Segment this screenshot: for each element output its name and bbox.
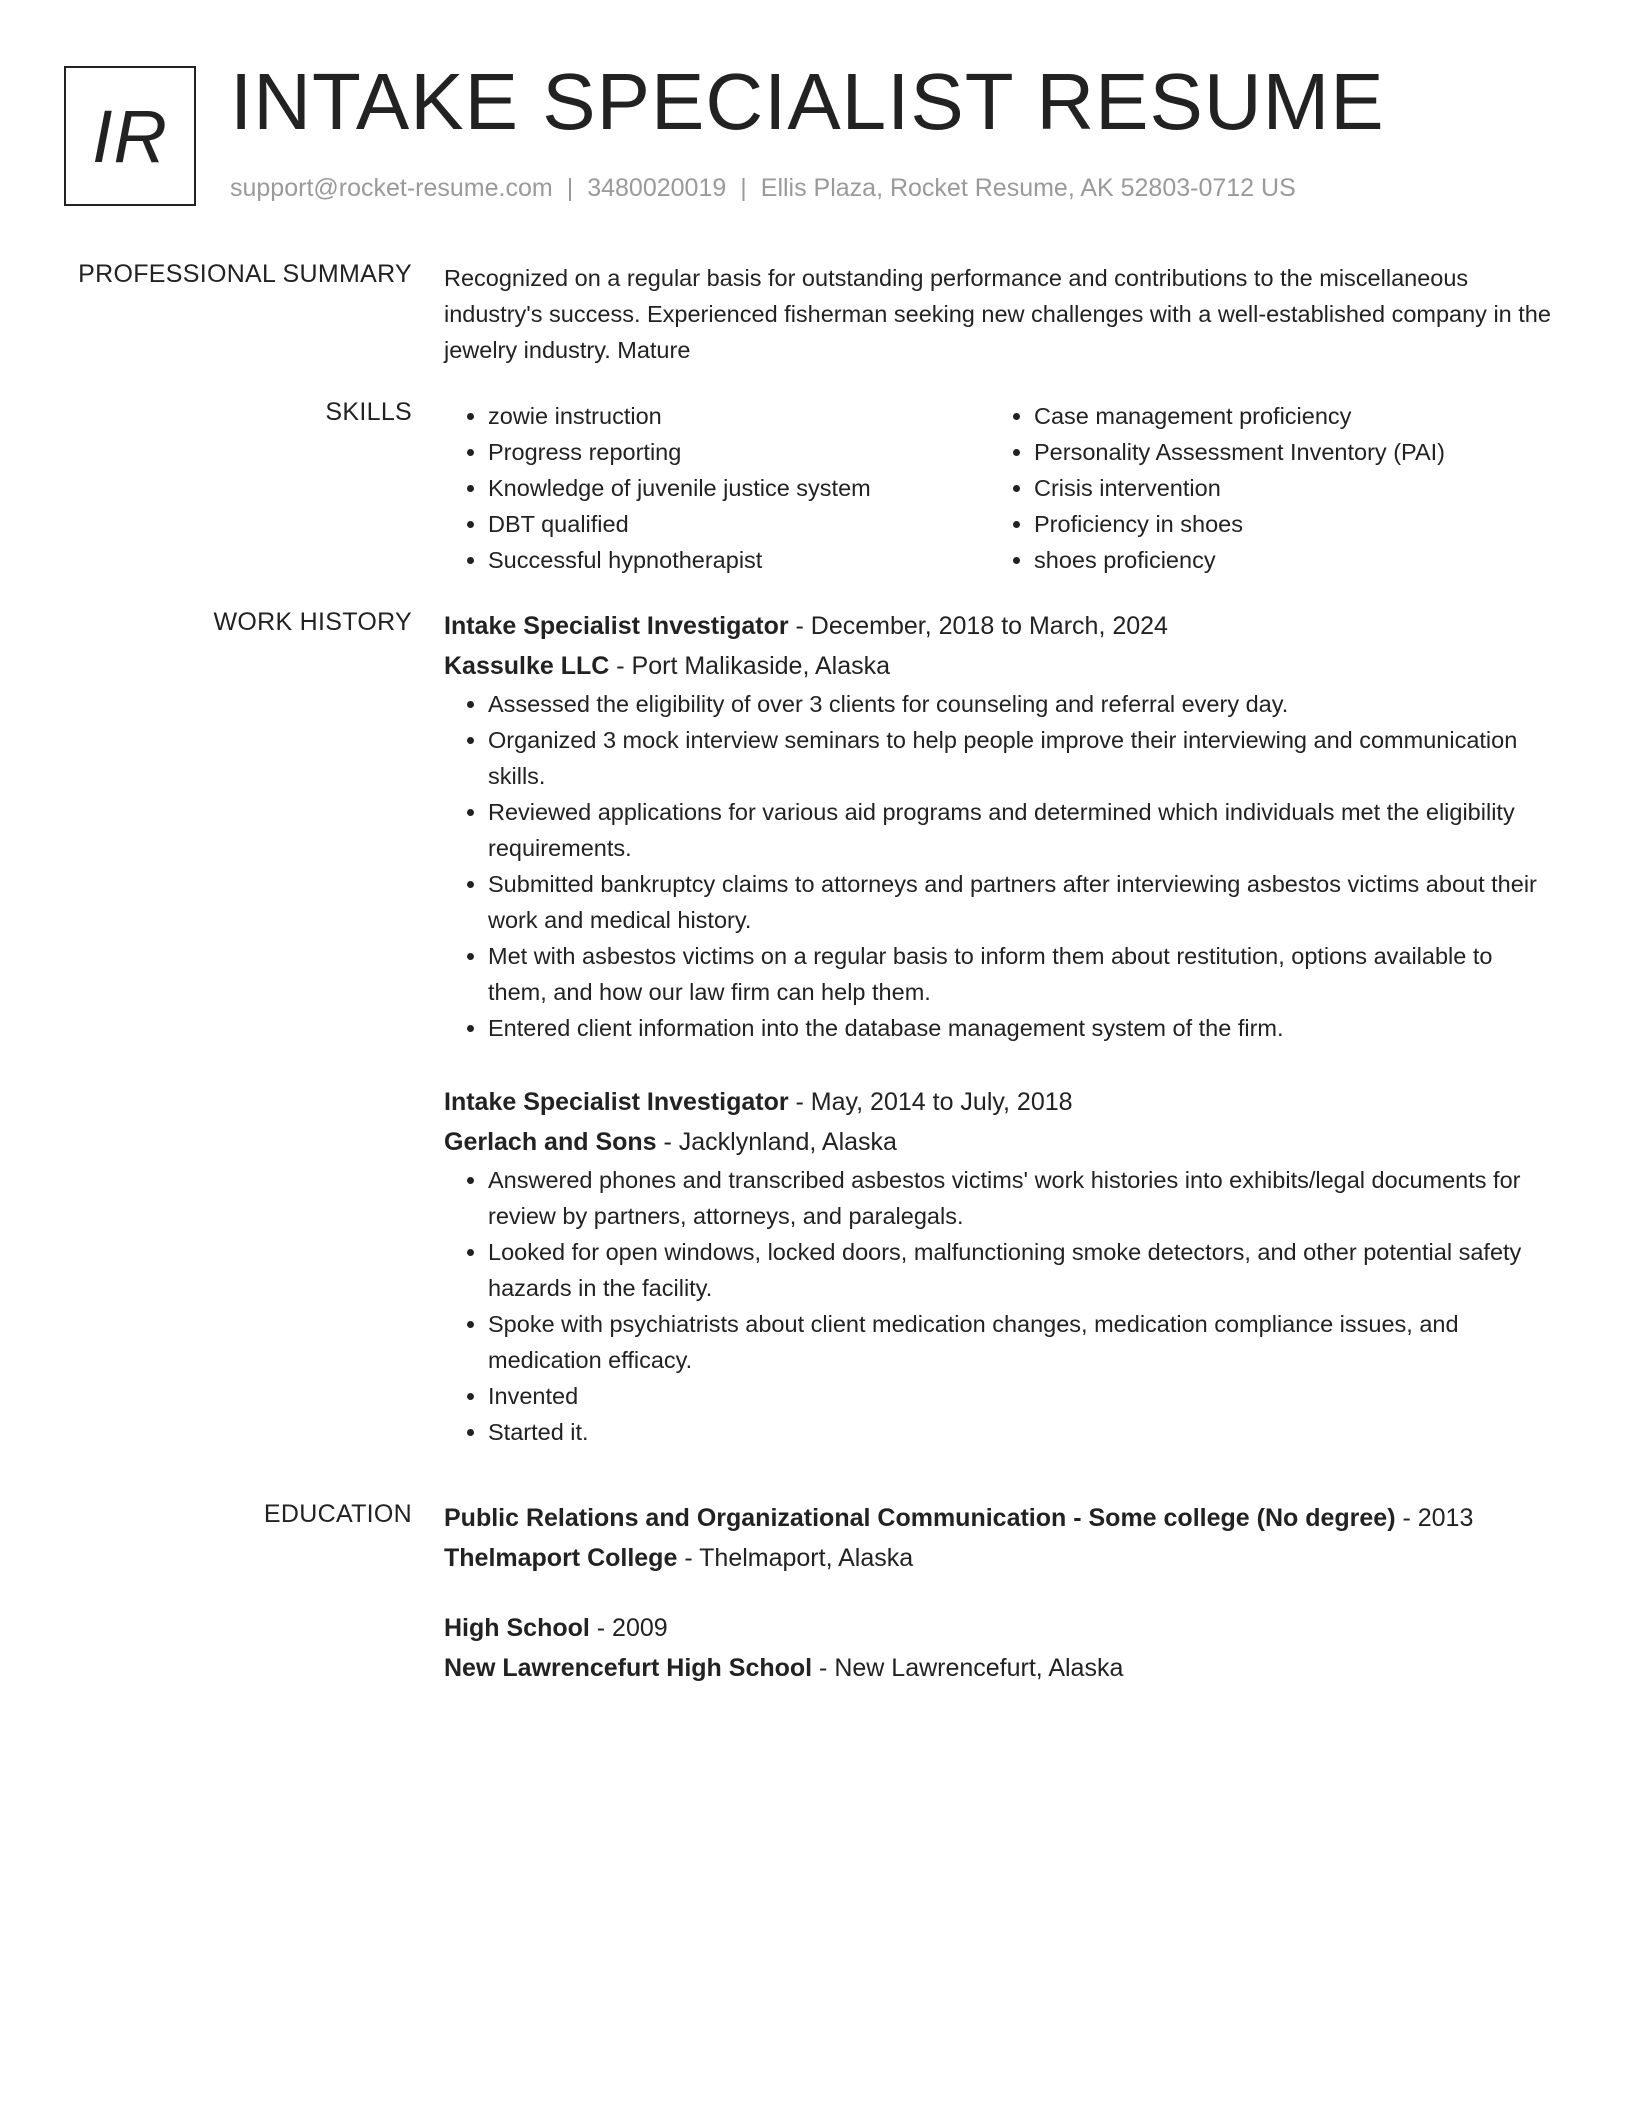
education-year: - 2013 <box>1395 1504 1474 1532</box>
education-school: New Lawrencefurt High School <box>444 1654 813 1682</box>
summary-text: Recognized on a regular basis for outstanding performance and contributions to the miscellaneous industry's success. Experienced fisherman seeking new challenges with a well-established company in the jewelry industry. Mature <box>444 265 1551 363</box>
education-school-line <box>444 1648 1556 1688</box>
contact-separator: | <box>740 174 747 202</box>
skills-list-right <box>990 398 1536 578</box>
contact-separator: | <box>566 174 574 202</box>
skill-item: • shoes proficiency <box>1034 542 1536 578</box>
job-title: Intake Specialist Investigator <box>444 1088 789 1116</box>
monogram-box <box>64 66 196 206</box>
job-title-line <box>444 1082 1556 1122</box>
job-company: Gerlach and Sons <box>444 1128 657 1156</box>
skills-body <box>444 398 1556 578</box>
education-entry <box>444 1608 1556 1688</box>
job-location: - Port Malikaside, Alaska <box>609 652 891 680</box>
job-title: Intake Specialist Investigator <box>444 612 789 640</box>
job-bullet: • Spoke with psychiatrists about client medication changes, medication compliance issues, and medication efficacy. <box>488 1306 1556 1378</box>
job-bullet: • Met with asbestos victims on a regular basis to inform them about restitution, options available to them, and how our law firm can help them. <box>488 938 1556 1010</box>
job-dates: - December, 2018 to March, 2024 <box>788 612 1168 640</box>
resume-title: INTAKE SPECIALIST RESUME <box>230 57 1385 146</box>
job-bullet: • Entered client information into the database management system of the firm. <box>488 1010 1556 1046</box>
job-entry <box>444 1082 1556 1450</box>
skill-item: • Crisis intervention <box>1034 470 1536 506</box>
monogram-initials: IR <box>92 94 168 178</box>
job-bullet: • Submitted bankruptcy claims to attorneys and partners after interviewing asbestos victims about their work and medical history. <box>488 866 1556 938</box>
education-degree-line <box>444 1498 1556 1538</box>
job-bullet: • Answered phones and transcribed asbestos victims' work histories into exhibits/legal documents for review by partners, attorneys, and paralegals. <box>488 1162 1556 1234</box>
job-bullet: • Invented <box>488 1378 1556 1414</box>
skills-list-left <box>444 398 990 578</box>
skill-item: • Proficiency in shoes <box>1034 506 1536 542</box>
education-location: - New Lawrencefurt, Alaska <box>812 1654 1124 1682</box>
education-degree-line <box>444 1608 1556 1648</box>
contact-line <box>230 174 1296 203</box>
skill-item: • DBT qualified <box>488 506 990 542</box>
job-bullet: • Looked for open windows, locked doors, malfunctioning smoke detectors, and other potential safety hazards in the facility. <box>488 1234 1556 1306</box>
job-title-line <box>444 606 1556 646</box>
job-location: - Jacklynland, Alaska <box>656 1128 897 1156</box>
skill-item: • Personality Assessment Inventory (PAI) <box>1034 434 1536 470</box>
job-dates: - May, 2014 to July, 2018 <box>788 1088 1073 1116</box>
education-location: - Thelmaport, Alaska <box>677 1544 914 1572</box>
section-label-education: EDUCATION <box>263 1500 412 1528</box>
skill-item: • Knowledge of juvenile justice system <box>488 470 990 506</box>
section-label-summary: PROFESSIONAL SUMMARY <box>78 260 412 288</box>
job-bullet: • Reviewed applications for various aid programs and determined which individuals met the eligibility requirements. <box>488 794 1556 866</box>
job-company: Kassulke LLC <box>444 652 610 680</box>
work-body <box>444 606 1556 1450</box>
job-entry <box>444 606 1556 1046</box>
job-company-line <box>444 1122 1556 1162</box>
education-degree: Public Relations and Organizational Communication - Some college (No degree) <box>444 1504 1396 1532</box>
summary-body <box>444 260 1556 368</box>
skill-item: • Successful hypnotherapist <box>488 542 990 578</box>
education-body <box>444 1498 1556 1688</box>
skill-item: • Progress reporting <box>488 434 990 470</box>
contact-email: support@rocket-resume.com <box>230 174 553 202</box>
contact-address: Ellis Plaza, Rocket Resume, AK 52803-0712 US <box>760 174 1296 202</box>
section-label-work: WORK HISTORY <box>213 608 412 636</box>
skill-item: • zowie instruction <box>488 398 990 434</box>
education-degree: High School <box>444 1614 590 1642</box>
job-bullets <box>444 686 1556 1046</box>
job-bullet: • Organized 3 mock interview seminars to help people improve their interviewing and communication skills. <box>488 722 1556 794</box>
education-entry <box>444 1498 1556 1578</box>
job-bullet: • Started it. <box>488 1414 1556 1450</box>
section-label-skills: SKILLS <box>325 398 412 426</box>
job-company-line <box>444 646 1556 686</box>
job-bullet: • Assessed the eligibility of over 3 clients for counseling and referral every day. <box>488 686 1556 722</box>
education-school: Thelmaport College <box>444 1544 678 1572</box>
skill-item: • Case management proficiency <box>1034 398 1536 434</box>
education-year: - 2009 <box>589 1614 668 1642</box>
job-bullets <box>444 1162 1556 1450</box>
skills-grid <box>444 398 1556 578</box>
contact-phone: 3480020019 <box>587 174 727 202</box>
education-school-line <box>444 1538 1556 1578</box>
